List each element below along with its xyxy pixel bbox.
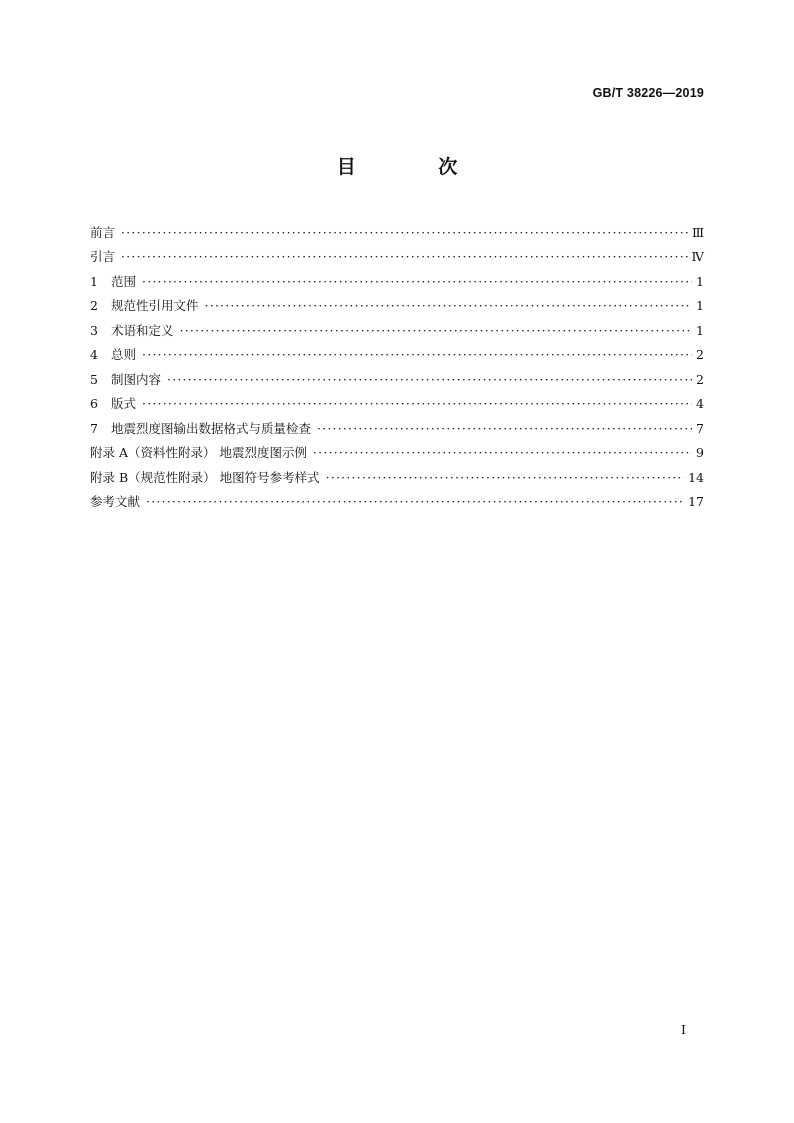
toc-entry-annex-b[interactable]	[90, 461, 704, 486]
toc-entry-number: 5	[90, 371, 98, 387]
toc-entry-bibliography[interactable]	[90, 486, 704, 511]
page-title: 目 次	[336, 156, 496, 178]
toc-entry-title: 制图内容	[111, 371, 162, 387]
toc-entry-introduction[interactable]	[90, 241, 704, 266]
dot-leader	[326, 470, 684, 486]
toc-entry-normative-references[interactable]	[90, 290, 704, 315]
toc-entry-layout[interactable]	[90, 388, 704, 413]
dot-leader	[146, 494, 684, 510]
dot-leader	[167, 372, 692, 388]
toc-entry-title: 引言	[90, 249, 116, 264]
toc-entry-number: 4	[90, 347, 98, 362]
dot-leader	[205, 298, 692, 314]
toc-entry-page: 14	[688, 469, 704, 485]
standard-code: GB/T 38226—2019	[592, 86, 704, 100]
dot-leader	[121, 225, 688, 241]
toc-entry-title: 范围	[111, 273, 137, 289]
toc-entry-scope[interactable]	[90, 265, 704, 290]
dot-leader	[142, 274, 692, 290]
toc-entry-page: 2	[696, 371, 704, 387]
toc-entry-title: 附录 B（规范性附录） 地图符号参考样式	[90, 469, 320, 485]
dot-leader	[313, 445, 692, 461]
toc-entry-number: 3	[90, 322, 98, 338]
toc-entry-title: 附录 A（资料性附录） 地震烈度图示例	[90, 445, 307, 460]
toc-entry-page: 9	[696, 445, 704, 460]
toc-entry-page: 1	[696, 298, 704, 313]
toc-entry-page: 4	[696, 396, 704, 411]
toc-entry-title: 总则	[111, 347, 137, 362]
dot-leader	[121, 249, 687, 265]
toc-entry-foreword[interactable]	[90, 216, 704, 241]
toc-entry-title: 术语和定义	[111, 322, 174, 338]
toc-entry-page: Ⅲ	[691, 224, 704, 240]
toc-entry-title: 前言	[90, 224, 116, 240]
toc-entry-mapping-content[interactable]	[90, 363, 704, 388]
toc-entry-page: 7	[696, 420, 704, 436]
toc-entry-page: 2	[696, 347, 704, 362]
dot-leader	[180, 323, 692, 339]
toc-entry-title: 参考文献	[90, 494, 141, 509]
toc-entry-number: 7	[90, 420, 98, 436]
toc-entry-number: 6	[90, 396, 98, 411]
toc-entry-title: 版式	[111, 396, 137, 411]
toc-entry-title: 地震烈度图输出数据格式与质量检查	[111, 420, 312, 436]
toc-entry-page: 1	[696, 273, 704, 289]
toc-entry-page: 1	[696, 322, 704, 338]
toc-entry-terms-definitions[interactable]	[90, 314, 704, 339]
toc-entry-annex-a[interactable]	[90, 437, 704, 462]
dot-leader	[142, 347, 692, 363]
dot-leader	[317, 421, 692, 437]
dot-leader	[142, 396, 692, 412]
toc-entry-output-quality[interactable]	[90, 412, 704, 437]
toc-entry-page: Ⅳ	[691, 249, 704, 264]
table-of-contents	[90, 216, 704, 510]
toc-entry-title: 规范性引用文件	[111, 298, 199, 313]
toc-entry-general[interactable]	[90, 339, 704, 364]
page-number: Ⅰ	[681, 1022, 686, 1037]
toc-entry-page: 17	[688, 494, 704, 509]
toc-entry-number: 1	[90, 273, 98, 289]
toc-entry-number: 2	[90, 298, 98, 313]
